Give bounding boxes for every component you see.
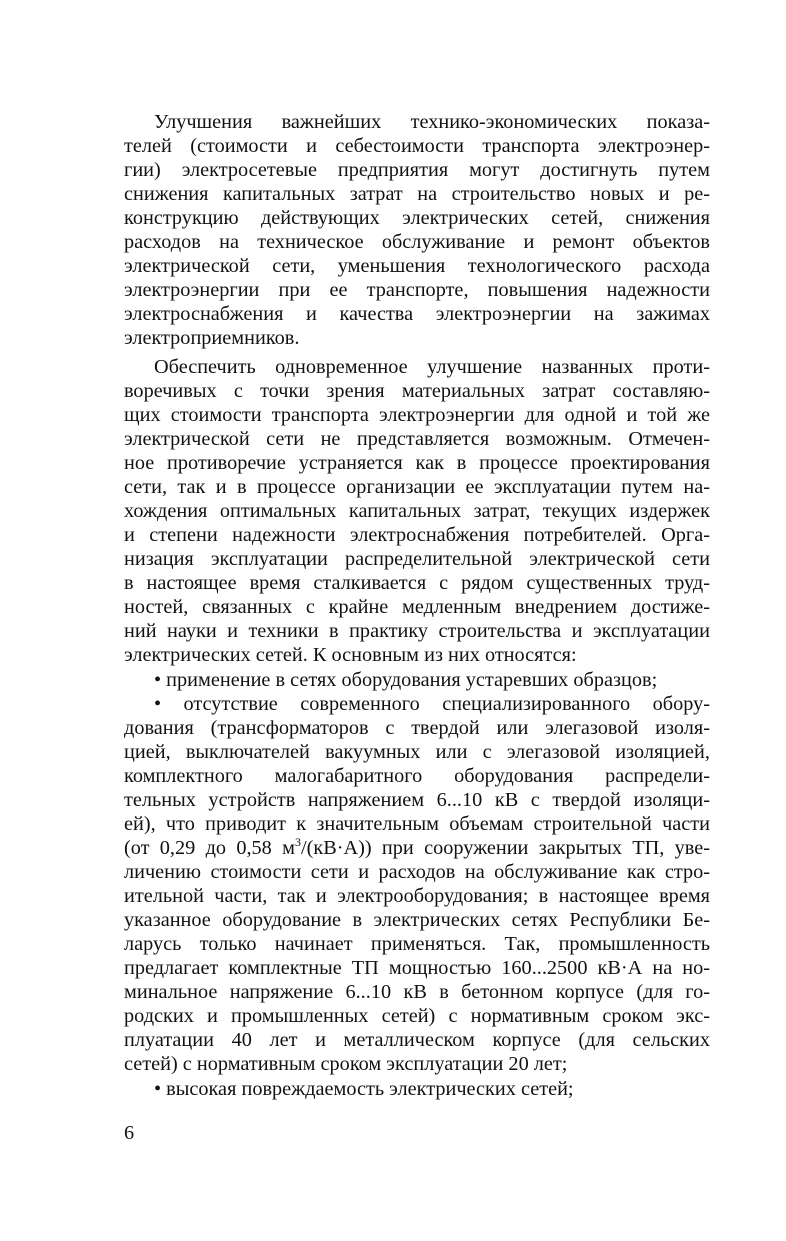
text-line: цией, выключателей вакуумных или с элегазовой изоляцией,	[124, 741, 710, 763]
text-line: минальное напряжение 6...10 кВ в бетонном корпусе (для го-	[124, 981, 710, 1003]
text-line: ний науки и техники в практику строительства и эксплуатации	[124, 620, 710, 642]
text-line: гии) электросетевые предприятия могут достигнуть путем	[124, 159, 710, 181]
text-line: тельных устройств напряжением 6...10 кВ с твердой изоляци-	[124, 789, 710, 811]
text-line: и степени надежности электроснабжения потребителей. Орга-	[124, 524, 710, 546]
text-line: ностей, связанных с крайне медленным внедрением достиже-	[124, 596, 710, 618]
text-line: сетей) с нормативным сроком эксплуатации 20 лет;	[124, 1053, 568, 1075]
text-line: воречивых с точки зрения материальных затрат составляю-	[124, 380, 710, 402]
text-line: электрической сети не представляется возможным. Отмечен-	[124, 428, 710, 450]
bullet-item: • применение в сетях оборудования устаревших образцов;	[154, 669, 658, 691]
text-line: ное противоречие устраняется как в процессе проектирования	[124, 452, 710, 474]
text-line: в настоящее время сталкивается с рядом существенных труд-	[124, 572, 710, 594]
text-line: расходов на техническое обслуживание и ремонт объектов	[124, 231, 710, 253]
text-line: ительной части, так и электрооборудования; в настоящее время	[124, 885, 710, 907]
text-line: родских и промышленных сетей) с нормативным сроком экс-	[124, 1005, 710, 1027]
text-line: снижения капитальных затрат на строительство новых и ре-	[124, 183, 710, 205]
text-line: конструкцию действующих электрических сетей, снижения	[124, 207, 710, 229]
superscript: 3	[294, 835, 301, 850]
text-span: /(кВ·А)) при сооружении закрытых ТП, уве-	[300, 837, 711, 859]
text-span: (от 0,29 до 0,58 м	[124, 837, 295, 859]
text-line: комплектного малогабаритного оборудования распредели-	[124, 765, 710, 787]
text-line: низация эксплуатации распределительной электрической сети	[124, 548, 710, 570]
text-line: щих стоимости транспорта электроэнергии для одной и той же	[124, 404, 710, 426]
text-line: сети, так и в процессе организации ее эксплуатации путем на-	[124, 476, 710, 498]
text-line-with-superscript	[124, 836, 710, 860]
text-line: хождения оптимальных капитальных затрат, текущих издержек	[124, 500, 710, 522]
text-line: ларусь только начинает применяться. Так, промышленность	[124, 933, 710, 955]
text-line: плуатации 40 лет и металлическом корпусе (для сельских	[124, 1029, 710, 1051]
bullet-item: • отсутствие современного специализированного обору-	[154, 693, 710, 715]
text-line: электрической сети, уменьшения технологического расхода	[124, 255, 710, 277]
text-line: Обеспечить одновременное улучшение названных проти-	[154, 356, 710, 378]
text-line: электрических сетей. К основным из них относятся:	[124, 644, 577, 666]
text-line: личению стоимости сети и расходов на обслуживание как стро-	[124, 861, 710, 883]
text-line: Улучшения важнейших технико-экономических показа-	[154, 111, 710, 133]
text-line: электроэнергии при ее транспорте, повышения надежности	[124, 279, 710, 301]
bullet-item: • высокая повреждаемость электрических сетей;	[154, 1078, 574, 1100]
text-line: телей (стоимости и себестоимости транспорта электроэнер-	[124, 135, 710, 157]
text-line: электроприемников.	[124, 327, 300, 349]
text-line: дования (трансформаторов с твердой или элегазовой изоля-	[124, 717, 710, 739]
text-line: ей), что приводит к значительным объемам строительной части	[124, 813, 710, 835]
text-line: электроснабжения и качества электроэнергии на зажимах	[124, 303, 710, 325]
text-line: предлагает комплектные ТП мощностью 160...2500 кВ·А на но-	[124, 957, 710, 979]
text-line: указанное оборудование в электрических сетях Республики Бе-	[124, 909, 710, 931]
page-number: 6	[124, 1122, 135, 1144]
